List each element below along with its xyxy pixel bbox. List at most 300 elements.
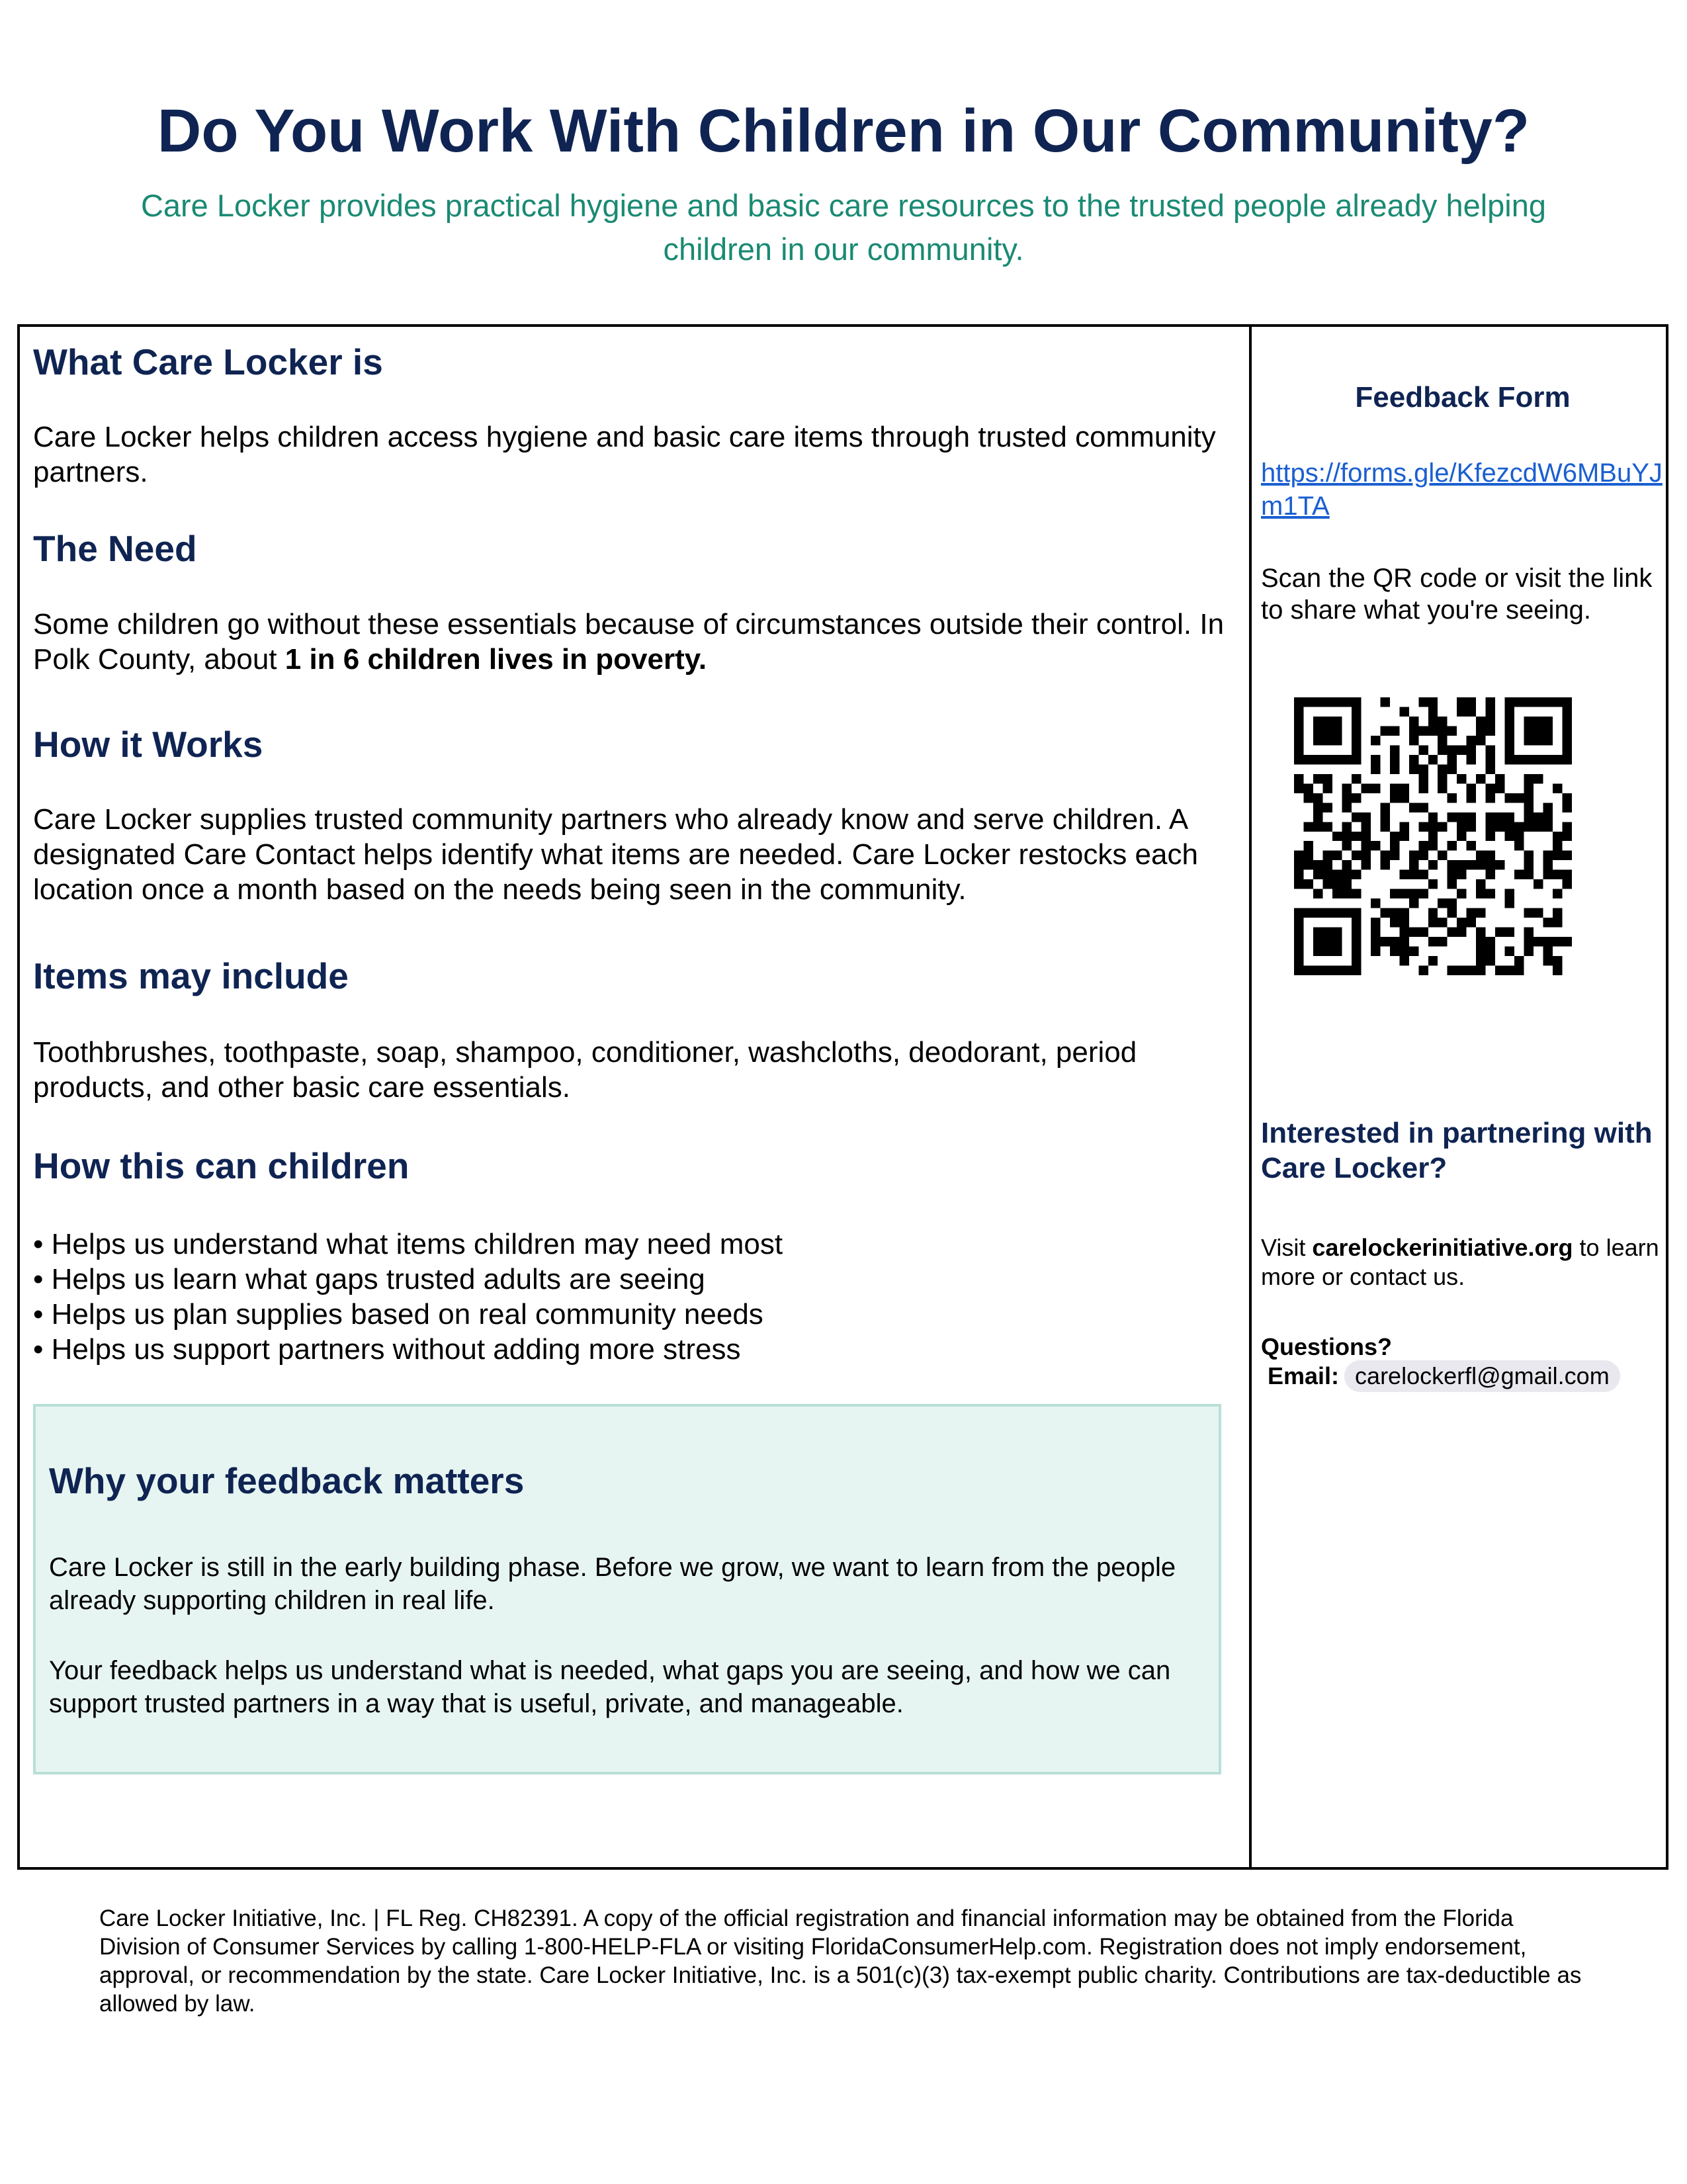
qr-module [1476,889,1485,898]
qr-module [1409,928,1418,937]
qr-module [1534,736,1543,745]
qr-module [1476,860,1485,869]
qr-module [1448,860,1457,869]
qr-module [1486,707,1495,716]
questions-label: Questions? [1261,1333,1393,1360]
qr-module [1322,726,1332,735]
qr-module [1352,918,1361,927]
qr-module [1543,956,1553,965]
qr-module [1313,937,1322,946]
qr-module [1409,898,1418,908]
qr-module [1342,841,1351,850]
qr-module [1448,908,1457,918]
qr-module [1457,822,1466,831]
qr-module [1563,745,1572,754]
qr-module [1524,860,1534,869]
qr-module [1352,736,1361,745]
qr-module [1342,803,1351,812]
qr-module [1438,937,1447,946]
qr-module [1448,898,1457,908]
qr-module [1428,956,1438,965]
qr-module [1352,966,1361,975]
qr-module [1399,918,1408,927]
qr-module [1553,937,1562,946]
qr-module [1514,832,1524,841]
qr-module [1448,841,1457,850]
qr-module [1543,736,1553,745]
qr-module [1294,947,1303,956]
qr-module [1505,966,1514,975]
qr-module [1428,697,1438,707]
qr-module [1371,898,1380,908]
qr-code-icon[interactable] [1294,697,1572,975]
qr-module [1380,812,1389,822]
qr-module [1294,860,1303,869]
qr-module [1352,793,1361,803]
qr-module [1505,717,1514,726]
qr-module [1428,717,1438,726]
qr-module [1486,812,1495,822]
qr-module [1399,947,1408,956]
qr-module [1342,860,1351,869]
qr-module [1332,879,1342,889]
qr-module [1543,717,1553,726]
qr-module [1438,783,1447,793]
qr-module [1514,956,1524,965]
qr-module [1313,947,1322,956]
qr-module [1553,851,1562,860]
qr-module [1467,745,1476,754]
qr-module [1457,870,1466,879]
qr-module [1390,841,1399,850]
qr-module [1438,717,1447,726]
qr-module [1371,764,1380,773]
qr-module [1313,928,1322,937]
qr-module [1563,822,1572,831]
qr-module [1294,783,1303,793]
qr-module [1409,870,1418,879]
qr-module [1534,697,1543,707]
qr-module [1448,745,1457,754]
qr-module [1322,860,1332,869]
qr-module [1476,937,1485,946]
how-text: Care Locker supplies trusted community partners who already know and serve children. A designated Care Contact helps identify what items are needed. Care Locker restocks each location once a month based on the needs being seen in the community. [33,803,1198,906]
qr-module [1524,812,1534,822]
email-label: Email: [1268,1362,1340,1389]
qr-module [1294,736,1303,745]
qr-module [1476,908,1485,918]
qr-module [1322,803,1332,812]
qr-module [1495,966,1504,975]
list-item: • Helps us learn what gaps trusted adults are seeing [33,1263,705,1295]
qr-module [1294,774,1303,783]
qr-module [1418,966,1428,975]
qr-module [1514,755,1524,764]
qr-module [1322,937,1332,946]
qr-module [1342,870,1351,879]
qr-module [1428,707,1438,716]
qr-module [1505,726,1514,735]
qr-module [1352,717,1361,726]
qr-module [1332,908,1342,918]
qr-module [1524,908,1534,918]
qr-module [1543,697,1553,707]
qr-module [1467,783,1476,793]
qr-module [1486,947,1495,956]
qr-module [1294,851,1303,860]
qr-module [1294,918,1303,927]
qr-module [1303,822,1313,831]
qr-module [1438,764,1447,773]
qr-module [1514,697,1524,707]
qr-module [1380,697,1389,707]
qr-module [1486,860,1495,869]
feedback-callout [33,1404,1221,1774]
qr-module [1380,908,1389,918]
qr-module [1448,726,1457,735]
qr-module [1543,918,1553,927]
qr-module [1313,870,1322,879]
qr-module [1563,870,1572,879]
qr-module [1313,726,1322,735]
qr-module [1457,697,1466,707]
qr-module [1294,908,1303,918]
qr-module [1428,937,1438,946]
qr-module [1438,851,1447,860]
qr-module [1390,832,1399,841]
qr-module [1543,755,1553,764]
qr-module [1543,812,1553,822]
website-link[interactable]: carelockerinitiative.org [1312,1234,1573,1261]
qr-module [1486,697,1495,707]
qr-module [1524,803,1534,812]
qr-module [1467,812,1476,822]
qr-module [1361,832,1370,841]
qr-module [1505,822,1514,831]
qr-module [1390,793,1399,803]
qr-module [1313,774,1322,783]
qr-module [1399,822,1408,831]
qr-module [1428,832,1438,841]
qr-module [1399,832,1408,841]
qr-module [1476,928,1485,937]
qr-module [1505,947,1514,956]
qr-module [1303,879,1313,889]
qr-module [1294,755,1303,764]
qr-module [1418,841,1428,850]
qr-module [1448,928,1457,937]
qr-module [1448,879,1457,889]
qr-module [1543,851,1553,860]
qr-module [1322,783,1332,793]
qr-module [1390,755,1399,764]
qr-module [1371,841,1380,850]
qr-module [1322,736,1332,745]
qr-module [1467,736,1476,745]
qr-module [1505,898,1514,908]
qr-module [1467,707,1476,716]
qr-module [1553,956,1562,965]
feedback-form-link[interactable]: https://forms.gle/KfezcdW6MBuYJm1TA [1261,459,1663,521]
qr-module [1514,966,1524,975]
qr-module [1524,937,1534,946]
qr-module [1553,870,1562,879]
qr-module [1380,822,1389,831]
qr-module [1371,918,1380,927]
qr-module [1399,793,1408,803]
qr-module [1428,908,1438,918]
qr-module [1418,851,1428,860]
qr-module [1332,937,1342,946]
qr-module [1495,860,1504,869]
what-heading: What Care Locker is [33,341,383,382]
qr-module [1313,736,1322,745]
qr-module [1505,889,1514,898]
qr-module [1534,812,1543,822]
need-text [33,607,1237,677]
qr-module [1352,726,1361,735]
partner-heading: Interested in partnering with Care Locker? [1261,1117,1653,1184]
qr-module [1514,793,1524,803]
qr-module [1303,841,1313,850]
qr-module [1352,851,1361,860]
qr-module [1476,736,1485,745]
qr-module [1563,832,1572,841]
qr-module [1495,822,1504,831]
qr-module [1313,803,1322,812]
qr-module [1467,697,1476,707]
what-text: Care Locker helps children access hygiene and basic care items through trusted community partners. [33,421,1216,488]
qr-module [1303,793,1313,803]
qr-module [1342,966,1351,975]
qr-module [1418,822,1428,831]
qr-module [1428,755,1438,764]
qr-module [1418,803,1428,812]
qr-module [1486,822,1495,831]
qr-module [1438,736,1447,745]
qr-module [1313,812,1322,822]
qr-module [1313,908,1322,918]
qr-module [1332,870,1342,879]
qr-module [1467,918,1476,927]
qr-module [1524,774,1534,783]
qr-module [1399,937,1408,946]
qr-module [1409,947,1418,956]
qr-module [1457,889,1466,898]
qr-module [1457,707,1466,716]
qr-module [1332,832,1342,841]
qr-module [1332,851,1342,860]
help-heading: How this can children [33,1145,410,1186]
qr-module [1514,841,1524,850]
visit-prefix: Visit [1261,1234,1313,1261]
qr-module [1313,755,1322,764]
qr-module [1428,812,1438,822]
qr-module [1361,851,1370,860]
qr-module [1448,966,1457,975]
qr-module [1409,726,1418,735]
qr-module [1294,956,1303,965]
qr-module [1390,937,1399,946]
qr-module [1543,860,1553,869]
qr-module [1467,793,1476,803]
qr-module [1380,726,1389,735]
qr-module [1409,736,1418,745]
qr-module [1342,783,1351,793]
qr-module [1524,717,1534,726]
qr-module [1342,908,1351,918]
qr-module [1524,851,1534,860]
qr-module [1322,697,1332,707]
qr-module [1467,841,1476,850]
help-list [33,1227,783,1367]
qr-module [1399,889,1408,898]
qr-module [1409,764,1418,773]
qr-module [1409,851,1418,860]
qr-module [1505,928,1514,937]
qr-module [1563,793,1572,803]
qr-module [1457,966,1466,975]
qr-module [1495,812,1504,822]
qr-module [1524,783,1534,793]
qr-module [1294,717,1303,726]
qr-module [1428,822,1438,831]
qr-module [1322,870,1332,879]
qr-module [1457,745,1466,754]
qr-module [1294,707,1303,716]
qr-module [1543,726,1553,735]
qr-module [1486,726,1495,735]
qr-module [1467,908,1476,918]
qr-module [1534,879,1543,889]
qr-module [1467,966,1476,975]
qr-module [1313,822,1322,831]
qr-module [1352,745,1361,754]
qr-module [1543,803,1553,812]
qr-module [1524,697,1534,707]
list-item: • Helps us plan supplies based on real community needs [33,1298,763,1331]
qr-module [1380,851,1389,860]
qr-module [1505,812,1514,822]
qr-module [1467,822,1476,831]
visit-text [1261,1233,1665,1291]
qr-module [1352,755,1361,764]
qr-module [1322,822,1332,831]
qr-module [1438,918,1447,927]
qr-module [1342,832,1351,841]
qr-module [1313,793,1322,803]
list-item: • Helps us understand what items children may need most [33,1228,783,1260]
qr-module [1371,928,1380,937]
qr-module [1486,793,1495,803]
qr-module [1486,937,1495,946]
qr-module [1352,889,1361,898]
qr-module [1476,726,1485,735]
qr-module [1524,822,1534,831]
qr-module [1371,736,1380,745]
qr-module [1563,937,1572,946]
qr-module [1352,774,1361,783]
qr-module [1524,947,1534,956]
qr-module [1524,726,1534,735]
qr-module [1505,793,1514,803]
qr-module [1418,745,1428,754]
qr-module [1361,783,1370,793]
qr-module [1505,736,1514,745]
qr-module [1438,726,1447,735]
qr-module [1543,822,1553,831]
need-heading: The Need [33,528,197,569]
email-chip[interactable]: carelockerfl@gmail.com [1344,1360,1620,1392]
qr-module [1303,783,1313,793]
qr-module [1294,937,1303,946]
qr-module [1486,745,1495,754]
qr-module [1294,870,1303,879]
qr-module [1332,697,1342,707]
qr-module [1390,764,1399,773]
qr-module [1332,755,1342,764]
qr-module [1524,736,1534,745]
qr-module [1390,726,1399,735]
qr-module [1342,755,1351,764]
qr-module [1563,879,1572,889]
need-text-body: Some children go without these essentials because of circumstances outside their control. In Polk County, about [33,608,1225,676]
qr-module [1352,956,1361,965]
qr-module [1418,697,1428,707]
qr-code-graphic [1294,697,1572,975]
qr-module [1352,697,1361,707]
qr-module [1322,966,1332,975]
qr-module [1534,755,1543,764]
qr-module [1399,956,1408,965]
qr-module [1418,726,1428,735]
qr-module [1486,889,1495,898]
qr-module [1332,736,1342,745]
qr-module [1332,717,1342,726]
qr-module [1553,697,1562,707]
qr-module [1322,879,1332,889]
qr-module [1486,851,1495,860]
qr-module [1486,717,1495,726]
qr-module [1448,812,1457,822]
qr-module [1322,774,1332,783]
qr-module [1563,707,1572,716]
qr-module [1553,966,1562,975]
feedback-text-2: Your feedback helps us understand what is needed, what gaps you are seeing, and how we can support trusted partners in a way that is useful, private, and manageable. [49,1656,1171,1718]
qr-module [1303,966,1313,975]
qr-module [1390,918,1399,927]
qr-module [1428,918,1438,927]
qr-module [1342,889,1351,898]
qr-module [1371,937,1380,946]
qr-module [1390,851,1399,860]
qr-module [1505,755,1514,764]
qr-module [1505,697,1514,707]
qr-module [1361,822,1370,831]
qr-module [1313,697,1322,707]
qr-module [1514,822,1524,831]
qr-module [1457,918,1466,927]
scan-instructions: Scan the QR code or visit the link to share what you're seeing. [1261,564,1653,625]
qr-module [1303,860,1313,869]
qr-module [1399,870,1408,879]
qr-module [1524,793,1534,803]
visit-suffix: to learn more or contact us. [1261,1234,1659,1290]
qr-module [1352,937,1361,946]
qr-module [1342,822,1351,831]
qr-module [1294,745,1303,754]
qr-module [1418,928,1428,937]
